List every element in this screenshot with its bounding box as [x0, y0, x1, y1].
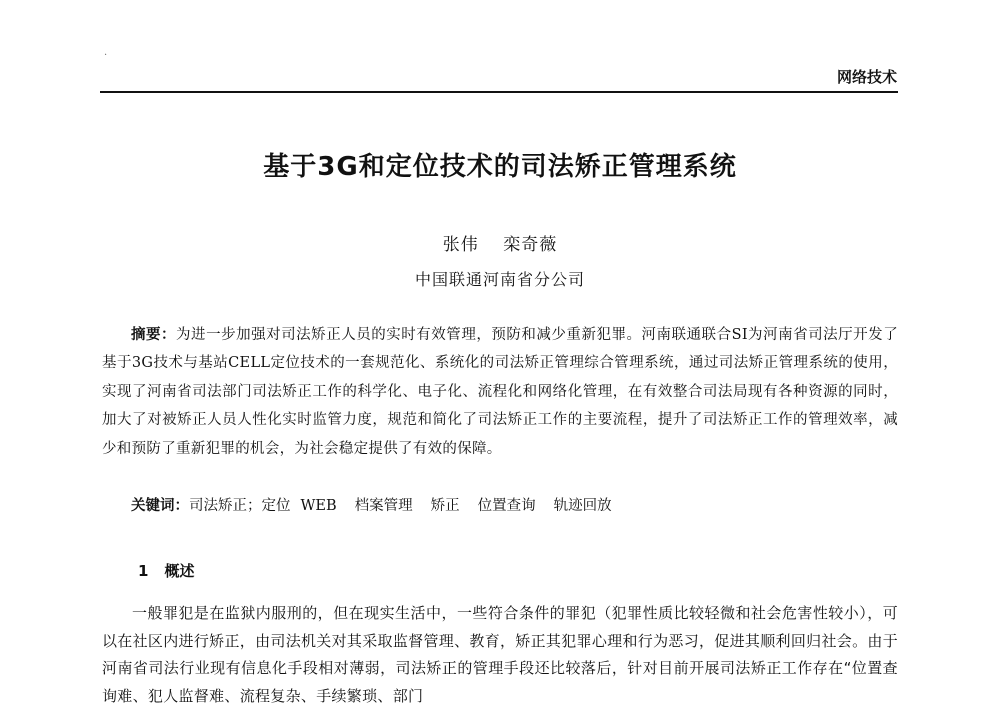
paper-affiliation: 中国联通河南省分公司 — [414, 270, 585, 289]
keywords-label: 关键词： — [131, 498, 189, 514]
keyword: WEB — [300, 498, 337, 514]
header-rule — [100, 91, 898, 93]
keyword: 位置查询 — [477, 498, 536, 514]
page-mark: · — [104, 50, 108, 61]
keyword: 司法矫正；定位 — [189, 498, 291, 514]
section-heading — [138, 560, 194, 581]
section-tag: 网络技术 — [836, 68, 897, 86]
keyword: 档案管理 — [354, 498, 413, 514]
abstract — [102, 321, 898, 463]
abstract-text: 为进一步加强对司法矫正人员的实时有效管理，预防和减少重新犯罪。河南联通联合SI为河南省司法厅开发了基于3G技术与基站CELL定位技术的一套规范化、系统化的司法矫正管理综合管理系统，通过司法矫正管理系统的使用，实现了河南省司法部门司法矫正工作的科学化、电子化、流程化和网络化管理，在有效整合司法局现有各种资源的同时，加大了对被矫正人员人性化实时监管力度，规范和简化了司法矫正工作的主要流程，提升了司法矫正工作的管理效率，减少和预防了重新犯罪的机会，为社会稳定提供了有效的保障。 — [102, 327, 898, 457]
paper-authors: 张伟 栾奇薇 — [442, 235, 558, 255]
abstract-label: 摘要： — [131, 327, 177, 343]
keyword: 矫正 — [430, 498, 460, 514]
section-body: 一般罪犯是在监狱内服刑的，但在现实生活中，一些符合条件的罪犯（犯罪性质比较轻微和社会危害性较小），可以在社区内进行矫正，由司法机关对其采取监督管理、教育，矫正其犯罪心理和行为恶习，促进其顺利回归社会。由于河南省司法行业现有信息化手段相对薄弱，司法矫正的管理手段还比较落后，针对目前开展司法矫正工作存在“位置查询难、犯人监督难、流程复杂、手续繁琐、部门 — [102, 604, 898, 705]
keywords — [102, 492, 898, 520]
paper-title: 基于3G和定位技术的司法矫正管理系统 — [263, 152, 737, 182]
keyword: 轨迹回放 — [553, 498, 612, 514]
section-number: 1 — [138, 562, 149, 580]
section-title: 概述 — [164, 562, 195, 580]
